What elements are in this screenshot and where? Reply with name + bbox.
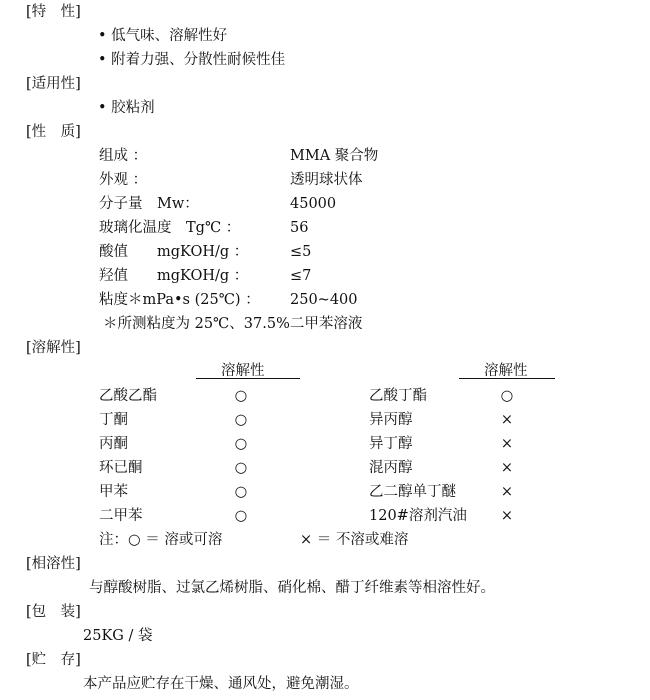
property-value: ≤5 [290,244,312,260]
solubility-mark: ○ [234,460,248,476]
property-value: MMA 聚合物 [290,148,379,164]
solvent-name: 混丙醇 [369,460,413,476]
compatibility-text: 与醇酸树脂、过氯乙烯树脂、硝化棉、醋丁纤维素等相溶性好。 [89,580,495,596]
property-value: 45000 [290,196,337,212]
solvent-name: 异丁醇 [369,436,413,452]
property-label: 粘度＊mPa•s (25℃) ： [99,292,260,308]
solubility-mark: × [500,508,514,524]
solubility-column-header: 溶解性 [484,363,528,379]
solubility-mark: × [500,412,514,428]
solubility-mark: ○ [234,388,248,404]
solvent-name: 乙酸乙酯 [99,388,157,404]
section-header-features: [特 性] [26,4,81,20]
property-label: 酸值 mgKOH/g ： [99,244,249,260]
solvent-name: 甲苯 [99,484,128,500]
section-header-storage: [贮 存] [26,652,81,668]
feature-item: • 低气味、溶解性好 [98,29,227,44]
solvent-name: 丁酮 [99,412,128,428]
section-header-packaging: [包 装] [26,604,81,620]
section-header-compatibility: [相溶性] [26,556,81,572]
property-label: 玻璃化温度 Tg℃ ： [99,220,241,236]
solubility-mark: ○ [500,388,514,404]
solubility-column-header: 溶解性 [221,363,265,379]
solubility-mark: × [500,484,514,500]
column-header-underline [459,378,555,379]
solubility-mark: × [500,436,514,452]
packaging-text: 25KG / 袋 [83,628,153,644]
section-header-solubility: [溶解性] [26,340,81,356]
solubility-legend: × ＝ 不溶或难溶 [300,532,409,548]
property-value: 透明球状体 [290,172,363,188]
solvent-name: 环已酮 [99,460,143,476]
section-header-properties: [性 质] [26,124,81,140]
column-header-underline [196,378,300,379]
solubility-legend: 注：○ ＝ 溶或可溶 [99,532,223,548]
solvent-name: 乙二醇单丁醚 [369,484,456,500]
property-label: 分子量 Mw： [99,196,199,212]
solubility-mark: ○ [234,436,248,452]
property-value: ≤7 [290,268,312,284]
solvent-name: 120#溶剂汽油 [369,508,467,524]
solvent-name: 二甲苯 [99,508,143,524]
property-value: 56 [290,220,309,236]
solvent-name: 异丙醇 [369,412,413,428]
viscosity-note: ＊所测粘度为 25℃、37.5%二甲苯溶液 [103,316,363,332]
application-item: • 胶粘剂 [98,101,155,116]
solubility-mark: ○ [234,484,248,500]
feature-item: • 附着力强、分散性耐候性佳 [98,53,285,68]
property-label: 羟值 mgKOH/g ： [99,268,249,284]
solubility-mark: ○ [234,508,248,524]
solubility-mark: ○ [234,412,248,428]
property-label: 组成 ： [99,148,148,164]
solvent-name: 丙酮 [99,436,128,452]
property-label: 外观 ： [99,172,148,188]
property-value: 250~400 [290,292,358,308]
solvent-name: 乙酸丁酯 [369,388,427,404]
section-header-applications: [适用性] [26,76,81,92]
storage-text: 本产品应贮存在干燥、通风处，避免潮湿。 [83,676,359,692]
solubility-mark: × [500,460,514,476]
